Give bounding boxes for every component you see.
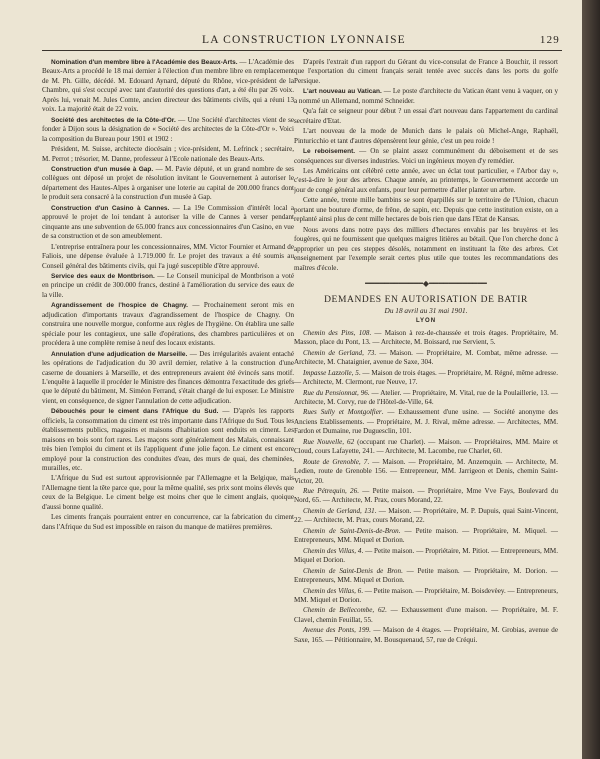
- article-text: L'art nouveau de la mode de Munich dans le palais où Michel-Ange, Raphaël, Pinturicchio et tant d'autres dépensèrent leur génie, c'est un peu roide !: [294, 127, 558, 145]
- article-paragraph: [42, 272, 294, 300]
- permit-entry: [294, 458, 558, 486]
- article-heading: Annulation d'une adjudication de Marseille.: [51, 350, 188, 358]
- article-text: Président, M. Suisse, architecte diocésain ; vice-président, M. Lefrinck ; secrétaire, M. Perrot ; trésorier, M. Danne, professeur à l'Ecole nationale des Beaux-Arts.: [42, 145, 294, 163]
- article-paragraph: [294, 167, 558, 195]
- permit-entry: [294, 626, 558, 645]
- permit-details: . — Maison de 4 étages. — Propriétaire, M. Grobias, avenue de Saxe, 165. — Pétitionnaire, M. Bousquenaud, 57, rue de Créqui.: [294, 626, 558, 644]
- permit-details: . — Exhaussement d'une usine. — Société anonyme des Anciens Etablissements. — Propriétaire, M. J. Rival, même adresse. — Architectes, MM. Fardon et Dumaine, rue Duguesclin, 101.: [294, 408, 558, 436]
- article-heading: Construction d'un musée à Gap.: [51, 165, 154, 173]
- article-heading: Nomination d'un membre libre à l'Académie des Beaux-Arts.: [51, 59, 238, 66]
- article-paragraph: [42, 116, 294, 144]
- article-paragraph: [294, 147, 558, 166]
- permit-entry: [294, 527, 558, 546]
- article-heading: Débouchés pour le ciment dans l'Afrique du Sud.: [51, 408, 219, 416]
- permit-entry: [294, 329, 558, 348]
- permit-entry: [294, 487, 558, 506]
- article-paragraph: [42, 204, 294, 242]
- permit-street: Rue du Pensionnat, 96: [303, 388, 368, 397]
- article-text: — L'Académie des Beaux-Arts a procédé le 18 mai dernier à l'élection d'un membre libre en remplacement de M. Ph. Gille, décédé. M. Edouard Aynard, député du Rhône, vice-président de la Chambre, qui s'est occupé avec tant d'autorité des questions d'art, a été élu par 26 voix. Après lui, venait M. Jules Comte, ancien directeur des bâtiments civils, qui a réuni 13 voix. La majorité était de 22 voix.: [42, 58, 294, 114]
- permit-entry: [294, 438, 558, 457]
- article-text: Nous avons dans notre pays des milliers d'hectares envahis par les bruyères et les fougères, qui ne fournissent que quelques maigres litières au bétail. Que l'on cherche donc à approprier un peu ces steppes désolés, notamment en instituant la fête des arbres. Cet enseignement par l'exemple serait certes plus utile que toutes les recommandations des maîtres d'école.: [294, 225, 558, 272]
- article-paragraph: [294, 226, 558, 273]
- running-header: [42, 34, 562, 50]
- article-paragraph: [42, 474, 294, 512]
- article-paragraph: [42, 513, 294, 532]
- section-divider: ━━━━━━━━━━━━◆━━━━━━━━━━━━: [365, 278, 487, 288]
- permit-entry: [294, 567, 558, 586]
- permit-details: . — Maison de trois étages. — Propriétaire, M. Régné, même adresse. — Architecte, M. Clermont, rue Neuve, 17.: [294, 368, 558, 387]
- right-column: [294, 58, 558, 748]
- page-number: 129: [539, 34, 560, 46]
- article-text: — Le Conseil municipal de Montbrison a voté en principe un crédit de 300.000 francs, destiné à l'amélioration du service des eaux de la ville.: [42, 271, 294, 299]
- article-text: — Des irrégularités avaient entaché les opérations de l'adjudication du 30 avril dernier, relative à la construction d'une caserne de douaniers à Marseille, et des entrepreneurs avaient été évincés sans motif. L'enquête à laquelle il procéder le Ministre des finances démontra l'exactitude des griefs que le député du bâtiment, M. Siméon Ferrand, s'était chargé de lui exposer. Le Ministre vient, en conséquence, de signer l'annulation de cette adjudication.: [42, 349, 294, 405]
- permit-entry: [294, 389, 558, 408]
- permit-entry: [294, 369, 558, 388]
- article-paragraph: [42, 407, 294, 473]
- permit-details: . — Maison à rez-de-chaussée et trois étages. Propriétaire, M. Masson, place du Pont, 13. — Architecte, M. Boissard, rue Servient, 5.: [294, 328, 558, 347]
- permit-street: Chemin de Gerland, 73: [303, 348, 375, 357]
- permit-entry: [294, 606, 558, 625]
- permit-details: . — Petite maison. — Propriétaire, M. Dorion. — Entrepreneurs, MM. Miquel et Dorion.: [294, 566, 558, 585]
- permit-street: Rue Nouvelle, 62: [303, 437, 355, 446]
- permit-details: . — Petite maison. — Propriétaire, M. Pitiot. — Entrepreneurs, MM. Miquel et Dorion.: [294, 546, 558, 565]
- book-binding: [582, 0, 600, 759]
- article-text: — Prochainement seront mis en adjudication d'importants travaux d'agrandissement de l'hospice de Chagny. On construira une nouvelle morgue, conforme aux règles de l'hygiène. On établira une salle spéciale pour les contagieux, une salle d'opérations, des chambres particulières et on procédera à une complète remise à neuf des locaux existants.: [42, 301, 294, 348]
- permit-entry: [294, 587, 558, 606]
- permit-street: Chemin de Gerland, 131: [303, 506, 375, 515]
- article-heading: Construction d'un Casino à Cannes.: [51, 204, 170, 212]
- permit-street: Chemin de Saint-Denis de Bron: [303, 566, 402, 575]
- permit-entry: [294, 547, 558, 566]
- article-heading: L'art nouveau au Vatican.: [303, 88, 382, 96]
- permits-city: LYON: [415, 318, 437, 325]
- article-paragraph: [294, 127, 558, 146]
- permit-details: . — Maison. — Propriétaire, M. Combat, même adresse. — Architecte, M. Chataignier, avenue de Saxe, 304.: [294, 348, 558, 367]
- header-rule: [42, 50, 562, 51]
- article-paragraph: [42, 145, 294, 164]
- article-heading: Le reboisement.: [303, 148, 356, 156]
- permit-street: Avenue des Ponts, 199: [303, 626, 370, 635]
- article-heading: Service des eaux de Montbrison.: [51, 272, 155, 280]
- article-paragraph: [294, 107, 558, 126]
- permit-street: Impasse Lazzolle, 5: [303, 368, 359, 377]
- article-text: — M. Pavie député, et un grand nombre de ses collègues ont déposé un projet de résolution invitant le Gouvernement à autoriser le département des Hautes-Alpes à organiser une loterie au capital de 200.000 francs dont le produit sera consacré à la construction d'un musée à Gap.: [42, 164, 294, 202]
- article-paragraph: [42, 301, 294, 348]
- permit-entry: [294, 507, 558, 526]
- permit-details: . — Petite maison. — Propriétaire, Mme Vve Fays, Boulevard du Nord, 65. — Architecte, M. Prax, cours Morand, 22.: [294, 487, 558, 505]
- article-paragraph: [294, 58, 558, 86]
- article-paragraph: [42, 350, 294, 407]
- permit-street: Rue Pétrequin, 26: [303, 487, 358, 496]
- permit-details: . — Petite maison. — Propriétaire, M. Boisdevèey. — Entrepreneurs, MM. Miquel et Dorion.: [294, 586, 558, 605]
- article-paragraph: [294, 196, 558, 224]
- permit-street: Chemin de Saint-Denis-de-Bron: [303, 526, 399, 535]
- article-text: L'Afrique du Sud est surtout approvisionnée par l'Allemagne et la Belgique, mais l'Allemagne tient la tête parce que, pour la même qualité, ses prix sont moins élevés que ceux de la Belgique. Le ciment belge est moins cher que le ciment anglais, quoique d'aussi bonne qualité.: [42, 474, 294, 511]
- article-heading: Société des architectes de la Côte-d'Or.: [51, 116, 176, 124]
- permits-subtitle: Du 18 avril au 31 mai 1901.: [384, 305, 468, 315]
- permit-details: (occupant rue Charlet). — Maison. — Propriétaires, MM. Maire et Cloud, cours Lafayette, 241. — Architecte, M. Lacombe, rue Charlet, 60.: [294, 437, 558, 456]
- article-paragraph: [42, 243, 294, 271]
- article-text: L'entreprise entraînera pour les concessionnaires, MM. Victor Fournier et Armand de Faliois, une dépense évaluée à 1.719.000 fr. Le projet des travaux a été soumis au Conseil général des bâtiments civils, qui l'a jugé susceptible d'être approuvé.: [42, 242, 294, 270]
- article-text: D'après l'extrait d'un rapport du Gérant du vice-consulat de France à Bouchir, il ressort que l'exportation du ciment français serait tentée avec succès dans les ports du golfe Persique.: [294, 58, 558, 85]
- permit-street: Chemin des Villas, 4: [303, 546, 362, 555]
- permit-street: Chemin des Pins, 108: [303, 328, 370, 337]
- journal-title: LA CONSTRUCTION LYONNAISE: [202, 34, 406, 46]
- article-text: — Le poste d'architecte du Vatican étant venu à vaquer, on y a nommé un Allemand, nommé Schneider.: [294, 87, 558, 105]
- article-text: Les ciments français pourraient entrer en concurrence, car la fabrication du ciment dans l'Afrique du Sud est impossible en raison du manque de matières premières.: [42, 513, 294, 531]
- permit-entry: [294, 408, 558, 436]
- permit-details: . — Maison. — Propriétaire, M. Anzemquin. — Architecte, M. Ledien, route de Grenoble 156. — Entrepreneur, MM. Jarrigeon et Denis, chemin Saint-Victor, 20.: [294, 457, 558, 485]
- article-text: Les Américains ont célébré cette année, avec un éclat tout particulier, « l'Arbor day », c'est-à-dire le jour des arbres. Chaque année, au printemps, le Gouvernement accorde un jour de congé général aux enfants, pour leur permettre d'aller planter un arbre.: [294, 166, 558, 194]
- permit-details: . — Petite maison. — Propriétaire, M. Miquel. — Entrepreneurs, MM. Miquel et Dorion.: [294, 526, 558, 545]
- article-heading: Agrandissement de l'hospice de Chagny.: [51, 302, 188, 310]
- article-paragraph: [42, 165, 294, 203]
- article-text: — La 19e Commission d'intérêt local a approuvé le projet de loi tendant à autoriser la ville de Cannes à verser pendant cinquante ans une subvention de 65.000 francs aux concessionnaires d'un Casino, en vue de sa construction et de son ameublement.: [42, 203, 294, 241]
- permit-details: . — Maison. — Propriétaire, M. P. Dupuis, quai Saint-Vincent, 22. — Architecte, M. Prax, cours Morand, 22.: [294, 506, 558, 525]
- article-paragraph: [42, 58, 294, 115]
- permit-street: Rues Sully et Montgolfier: [303, 408, 382, 417]
- permit-street: Chemin de Bellecombe, 62: [303, 606, 386, 615]
- permit-details: . — Atelier. — Propriétaire, M. Vital, rue de la Poulaillerie, 13. — Architecte, M. Corvy, rue de l'Hôtel-de-Ville, 64.: [294, 388, 558, 406]
- article-text: — D'après les rapports officiels, la consommation du ciment est très importante dans l'Afrique du Sud. Tous les établissements publics, magasins et maisons d'habitation sont enduits en ciment. Les maisons en bois sont fort rares. Les maçons sont généralement des Malais, connaissant très bien l'emploi du ciment et ils l'appliquent d'une jolie façon. Le ciment est encore employé pour la construction des conduites d'eau, des murs de quai, des cheminées, murailles, etc.: [42, 407, 294, 473]
- permit-entry: [294, 349, 558, 368]
- article-text: — On se plaint assez communément du déboisement et de ses conséquences sur diverses industries. Voici un ingénieux moyen d'y remédier.: [294, 147, 558, 165]
- right-column-articles: [294, 58, 558, 273]
- permit-street: Chemin des Villas, 6: [303, 586, 362, 595]
- permits-title: DEMANDES EN AUTORISATION DE BATIR: [324, 295, 528, 306]
- article-text: Qu'a fait ce seigneur pour début ? un essai d'art nouveau dans l'appartement du cardinal secrétaire d'Etat.: [294, 107, 558, 125]
- article-text: Cette année, trente mille bambins se sont éparpillés sur le territoire de l'Union, chacun portant une bouture d'orme, de frêne, de sapin, etc. Depuis que cette institution existe, on a replanté ainsi plus de cent mille hectares de bois rien que dans l'Etat de Kansas.: [294, 196, 558, 224]
- permit-street: Route de Grenoble, 7: [303, 457, 368, 466]
- permits-list: [294, 329, 558, 646]
- article-paragraph: [294, 87, 558, 106]
- article-text: — Une Société d'architectes vient de se fonder à Dijon sous la désignation de « Société des architectes de la Côte-d'Or ». Voici la composition du Bureau pour 1901 et 1902 :: [42, 115, 294, 143]
- left-column: [42, 58, 294, 748]
- permit-details: . — Exhaussement d'une maison. — Propriétaire, M. F. Clavel, chemin Feuillat, 55.: [294, 606, 558, 624]
